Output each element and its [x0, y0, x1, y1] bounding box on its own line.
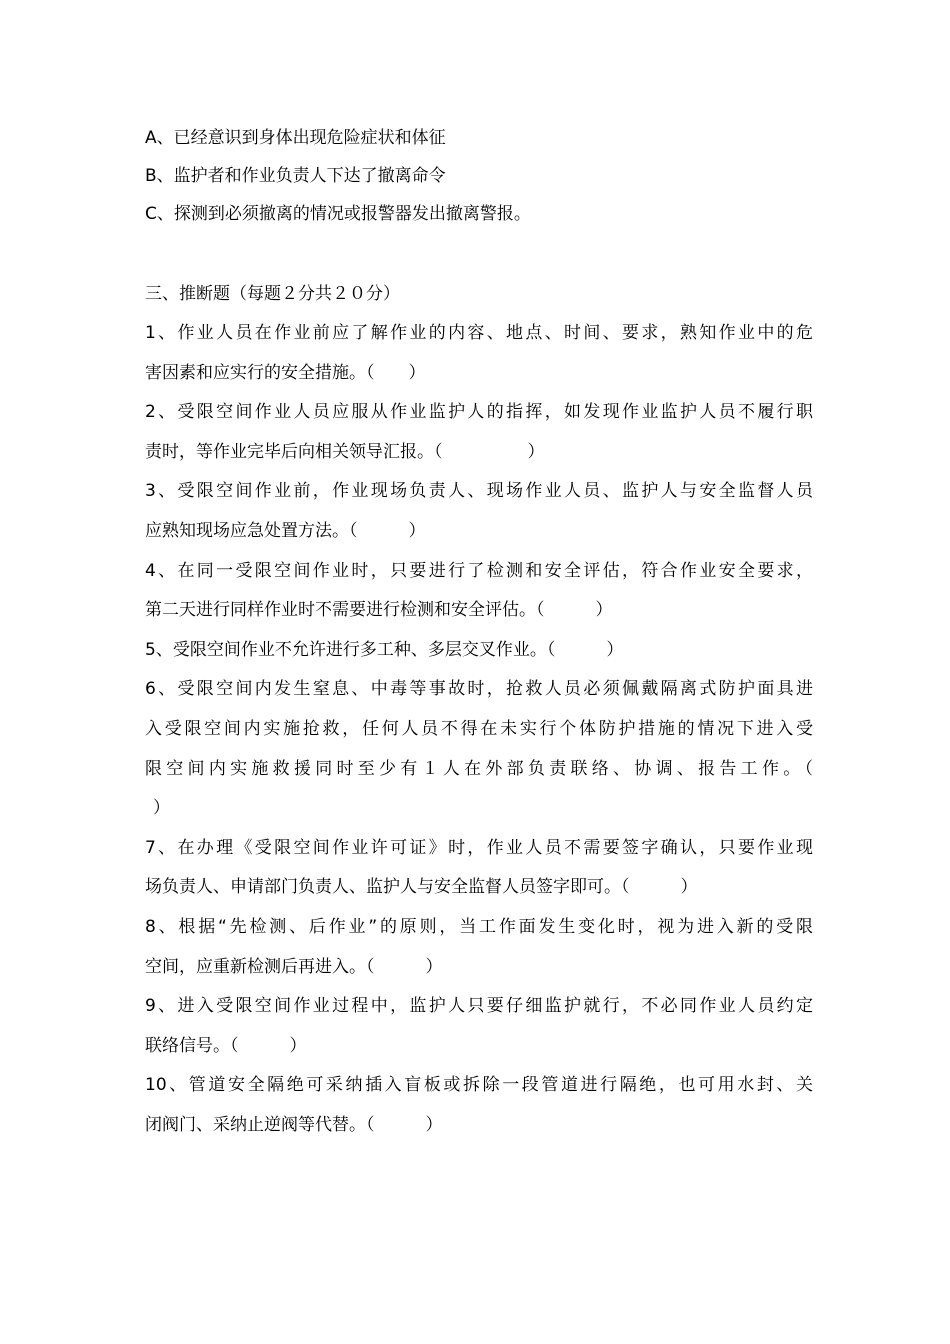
- question-5: [145, 631, 813, 671]
- question-line: 第二天进行同样作业时不需要进行检测和安全评估。（ ）: [145, 600, 613, 621]
- question-line: 3、受限空间作业前，作业现场负责人、现场作业人员、监护人与安全监督人员: [145, 481, 813, 502]
- section-title: 三、推断题（每题２分共２０分）: [145, 284, 400, 304]
- question-line: 6、受限空间内发生窒息、中毒等事故时，抢救人员必须佩戴隔离式防护面具进: [145, 679, 813, 700]
- option-a: A、已经意识到身体出现危险症状和体征: [145, 128, 446, 148]
- question-1: [145, 314, 813, 393]
- question-6: [145, 670, 813, 828]
- option-c: C、探测到必须撤离的情况或报警器发出撤离警报。: [145, 204, 531, 224]
- question-line: 8、根据“先检测、后作业”的原则，当工作面发生变化时，视为进入新的受限: [145, 916, 813, 937]
- question-line: 应熟知现场应急处置方法。（ ）: [145, 520, 426, 541]
- question-line: 1、作业人员在作业前应了解作业的内容、地点、时间、要求，熟知作业中的危: [145, 323, 813, 343]
- question-line: 9、进入受限空间作业过程中，监护人只要仔细监护就行，不必同作业人员约定: [145, 996, 813, 1017]
- question-line: ）: [153, 798, 170, 819]
- question-line: 空间，应重新检测后再进入。（ ）: [145, 956, 443, 977]
- question-10: [145, 1066, 813, 1145]
- question-line: 5、受限空间作业不允许进行多工种、多层交叉作业。（ ）: [145, 639, 624, 660]
- option-b: B、监护者和作业负责人下达了撤离命令: [145, 166, 446, 186]
- question-3: [145, 472, 813, 551]
- question-line: 责时，等作业完毕后向相关领导汇报。（ ）: [145, 441, 545, 462]
- question-line: 4、在同一受限空间作业时，只要进行了检测和安全评估，符合作业安全要求，: [145, 560, 813, 581]
- answer-options: [145, 119, 813, 233]
- document-page: [145, 119, 813, 1145]
- question-line: 7、在办理《受限空间作业许可证》时，作业人员不需要签字确认，只要作业现: [145, 837, 813, 858]
- spacer: [145, 233, 813, 275]
- question-line: 入受限空间内实施抢救，任何人员不得在未实行个体防护措施的情况下进入受: [145, 718, 813, 739]
- question-line: 限空间内实施救援同时至少有１人在外部负责联络、协调、报告工作。（: [145, 758, 813, 779]
- question-line: 2、受限空间作业人员应服从作业监护人的指挥，如发现作业监护人员不履行职: [145, 402, 813, 423]
- question-line: 10、管道安全隔绝可采纳插入盲板或拆除一段管道进行隔绝，也可用水封、关: [145, 1075, 813, 1096]
- question-line: 害因素和应实行的安全措施。（ ）: [145, 362, 426, 383]
- question-4: [145, 552, 813, 631]
- question-2: [145, 393, 813, 472]
- question-line: 场负责人、申请部门负责人、监护人与安全监督人员签字即可。（ ）: [145, 877, 698, 898]
- question-9: [145, 987, 813, 1066]
- question-line: 联络信号。（ ）: [145, 1035, 307, 1056]
- question-line: 闭阀门、采纳止逆阀等代替。（ ）: [145, 1114, 443, 1135]
- question-7: [145, 829, 813, 908]
- question-8: [145, 908, 813, 987]
